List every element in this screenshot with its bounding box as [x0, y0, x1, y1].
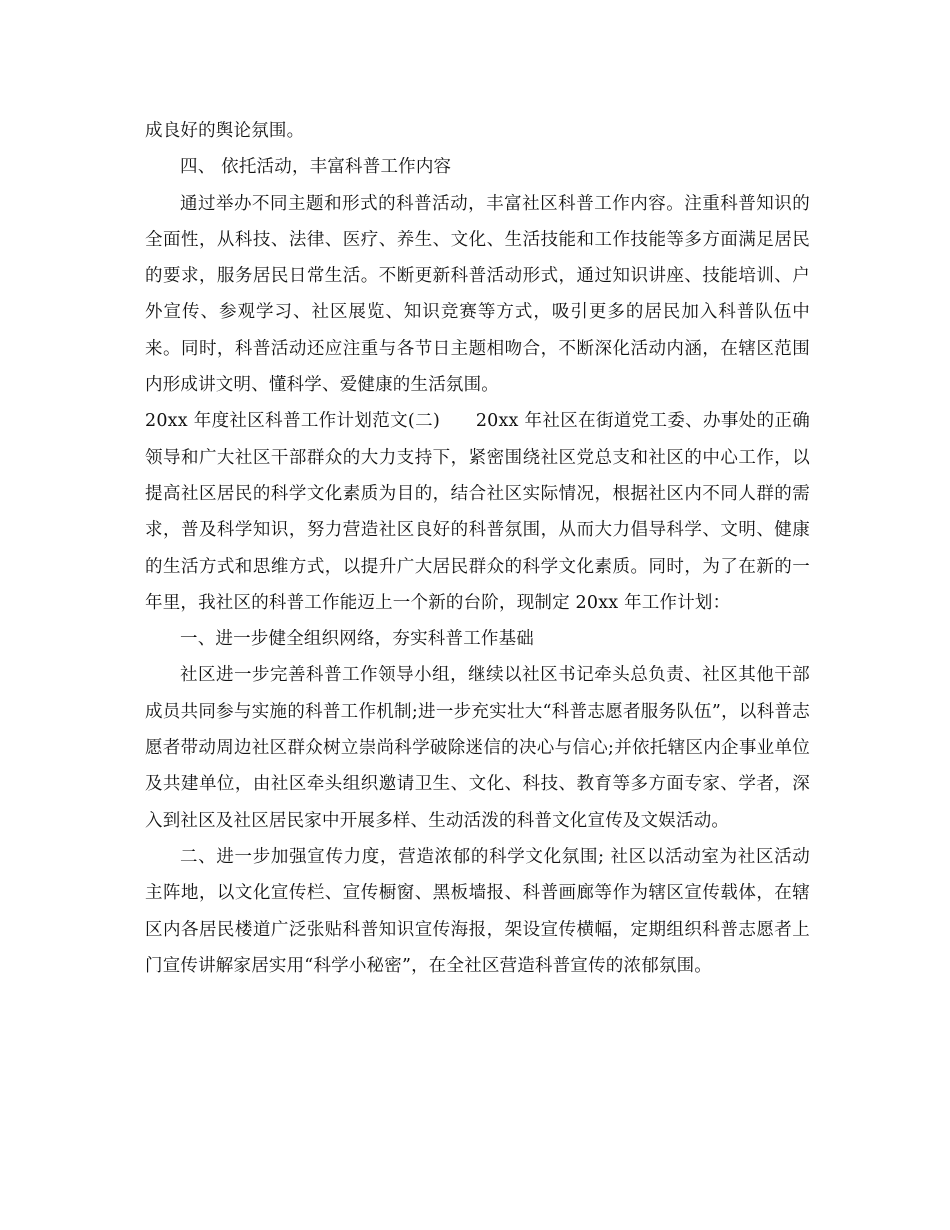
paragraph-organization: 社区进一步完善科普工作领导小组，继续以社区书记牵头总负责、社区其他干部成员共同参与实施的科普工作机制;进一步充实壮大“科普志愿者服务队伍”，以科普志愿者带动周边社区群众树立崇尚科学破除迷信的决心与信心;并依托辖区内企事业单位及共建单位，由社区牵头组织邀请卫生、文化、科技、教育等多方面专家、学者，深入到社区及社区居民家中开展多样、生动活泼的科普文化宣传及文娱活动。 — [145, 665, 810, 831]
paragraph-activities: 通过举办不同主题和形式的科普活动，丰富社区科普工作内容。注重科普知识的全面性，从科技、法律、医疗、养生、文化、生活技能和工作技能等多方面满足居民的要求，服务居民日常生活。不断更新科普活动形式，通过知识讲座、技能培训、户外宣传、参观学习、社区展览、知识竞赛等方式，吸引更多的居民加入科普队伍中来。同时，科普活动还应注重与各节日主题相吻合，不断深化活动内涵，在辖区范围内形成讲文明、懂科学、爱健康的生活氛围。 — [145, 193, 810, 396]
section-heading-one: 一、进一步健全组织网络，夯实科普工作基础 — [180, 629, 534, 650]
section-heading-four: 四、 依托活动，丰富科普工作内容 — [180, 157, 452, 178]
paragraph-publicity: 二、进一步加强宣传力度，营造浓郁的科学文化氛围; 社区以活动室为社区活动主阵地，以文化宣传栏、宣传橱窗、黑板墙报、科普画廊等作为辖区宣传载体，在辖区内各居民楼道广泛张贴科普知识宣传海报，架设宣传横幅，定期组织科普志愿者上门宣传讲解家居实用“科学小秘密”，在全社区营造科普宣传的浓郁氛围。 — [145, 846, 810, 976]
paragraph-continuation: 成良好的舆论氛围。 — [145, 121, 305, 141]
paragraph-plan-intro: 20xx 年度社区科普工作计划范文(二) 20xx 年社区在街道党工委、办事处的正确领导和广大社区干部群众的大力支持下，紧密围绕社区党总支和社区的中心工作，以提高社区居民的科学文化素质为目的，结合社区实际情况，根据社区内不同人群的需求，普及科学知识，努力营造社区良好的科普氛围，从而大力倡导科学、文明、健康的生活方式和思维方式，以提升广大居民群众的科学文化素质。同时，为了在新的一年里，我社区的科普工作能迈上一个新的台阶，现制定 20xx 年工作计划： — [145, 411, 810, 613]
document-body — [145, 113, 810, 984]
